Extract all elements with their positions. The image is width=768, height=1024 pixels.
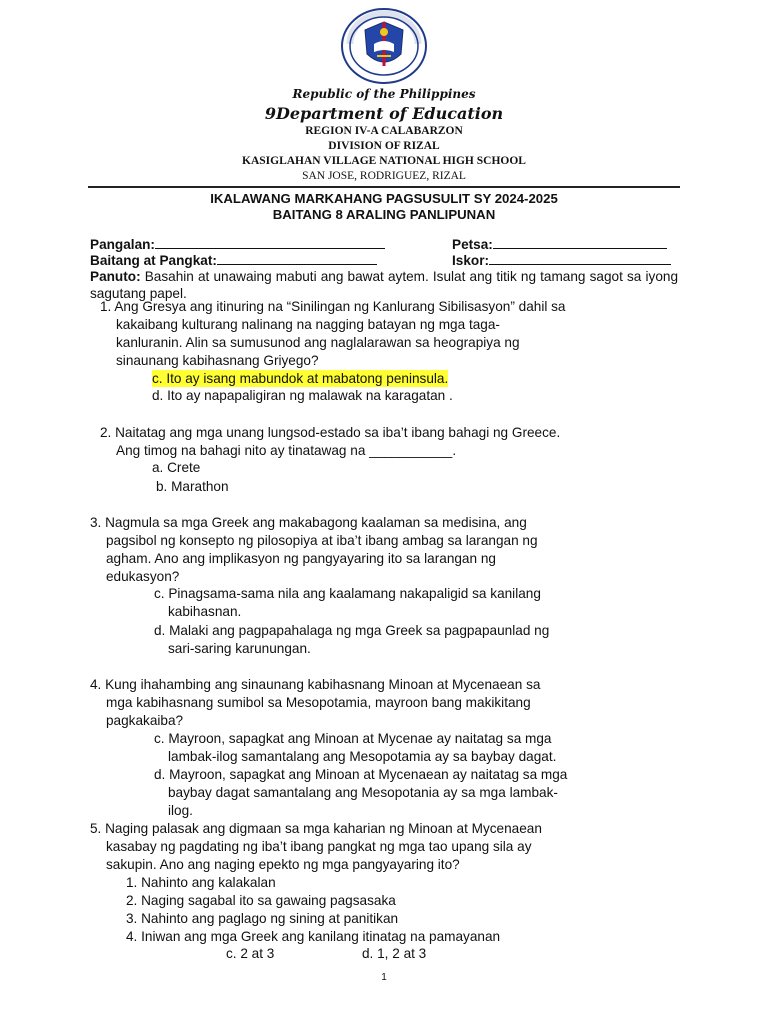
q3-choice-c-line-1: c. Pinagsama-sama nila ang kaalamang nakapaligid sa kanilang <box>154 586 541 601</box>
q2-choice-a: a. Crete <box>152 460 201 475</box>
q1-line-4: sinaunang kabihasnang Griyego? <box>116 353 319 368</box>
q4-choice-d-line-2: baybay dagat samantalang ang Mesopotania ay sa mga lambak- <box>168 785 558 800</box>
q5-item-2: 2. Naging sagabal ito sa gawaing pagsasaka <box>126 893 396 908</box>
exam-title: IKALAWANG MARKAHANG PAGSUSULIT SY 2024-2025 <box>210 191 558 206</box>
q4-line-2: mga kabihasnang sumibol sa Mesopotamia, mayroon bang makikitang <box>106 695 531 710</box>
region-heading: REGION IV-A CALABARZON <box>305 125 463 137</box>
q3-choice-d-line-1: d. Malaki ang pagpapahalaga ng mga Greek sa pagpapaunlad ng <box>154 623 550 638</box>
school-heading: KASIGLAHAN VILLAGE NATIONAL HIGH SCHOOL <box>242 155 526 167</box>
q5-item-4: 4. Iniwan ang mga Greek ang kanilang itinatag na pamayanan <box>126 929 501 944</box>
section-label: Baitang at Pangkat: <box>90 253 217 268</box>
q3-line-2: pagsibol ng konsepto ng pilosopiya at iba’t ibang ambag sa larangan ng <box>106 533 538 548</box>
deped-seal-logo <box>341 8 427 84</box>
q3-choice-d-line-2: sari-saring karunungan. <box>168 641 311 656</box>
q5-line-2: kasabay ng pagdating ng iba’t ibang pangkat ng mga tao upang sila ay <box>106 839 532 854</box>
division-heading: DIVISION OF RIZAL <box>328 140 440 152</box>
school-address: SAN JOSE, RODRIGUEZ, RIZAL <box>302 170 466 182</box>
q3-line-1: 3. Nagmula sa mga Greek ang makabagong kaalaman sa medisina, ang <box>90 515 527 530</box>
name-field <box>90 236 385 252</box>
q5-choice-d: d. 1, 2 at 3 <box>362 946 427 961</box>
q5-line-3: sakupin. Ano ang naging epekto ng mga pangyayaring ito? <box>106 857 460 872</box>
date-blank[interactable] <box>493 236 667 249</box>
score-label: Iskor: <box>452 253 490 268</box>
date-label: Petsa: <box>452 237 493 252</box>
header-divider <box>88 186 680 188</box>
q1-line-3: kanluranin. Alin sa sumusunod ang naglalarawan sa heograpiya ng <box>116 335 520 350</box>
date-field <box>452 236 667 252</box>
q2-choice-b: b. Marathon <box>156 479 229 494</box>
score-blank[interactable] <box>489 252 671 265</box>
q1-choice-d: d. Ito ay napapaligiran ng malawak na karagatan . <box>152 388 453 403</box>
instructions-label: Panuto: <box>90 269 141 284</box>
section-blank[interactable] <box>217 252 377 265</box>
section-field <box>90 252 377 268</box>
exam-subtitle: BAITANG 8 ARALING PANLIPUNAN <box>272 207 496 222</box>
q4-choice-d-line-1: d. Mayroon, sapagkat ang Minoan at Mycenaean ay naitatag sa mga <box>154 767 568 782</box>
q4-line-1: 4. Kung ihahambing ang sinaunang kabihasnang Minoan at Mycenaean sa <box>90 677 541 692</box>
page-number: 1 <box>381 972 387 983</box>
q4-choice-d-line-3: ilog. <box>168 803 193 818</box>
q3-line-4: edukasyon? <box>106 569 180 584</box>
q1-line-1: 1. Ang Gresya ang itinuring na “Sinilingan ng Kanlurang Sibilisasyon” dahil sa <box>100 299 566 314</box>
q5-choice-c: c. 2 at 3 <box>226 946 275 961</box>
name-label: Pangalan: <box>90 237 155 252</box>
q3-line-3: agham. Ano ang implikasyon ng pangyayaring ito sa larangan ng <box>106 551 496 566</box>
republic-heading: Republic of the Philippines <box>292 87 476 101</box>
instructions <box>90 268 678 302</box>
q5-line-1: 5. Naging palasak ang digmaan sa mga kaharian ng Minoan at Mycenaean <box>90 821 542 836</box>
q2-line-1: 2. Naitatag ang mga unang lungsod-estado sa iba’t ibang bahagi ng Greece. <box>100 425 561 440</box>
q5-item-1: 1. Nahinto ang kalakalan <box>126 875 276 890</box>
q2-line-2: Ang timog na bahagi nito ay tinatawag na ___________. <box>116 443 457 458</box>
q4-choice-c-line-1: c. Mayroon, sapagkat ang Minoan at Mycenae ay naitatag sa mga <box>154 731 552 746</box>
q1-line-2: kakaibang kulturang nalinang na nagging batayan ng mga taga- <box>116 317 500 332</box>
q5-item-3: 3. Nahinto ang paglago ng sining at panitikan <box>126 911 399 926</box>
instructions-text: Basahin at unawaing mabuti ang bawat aytem. Isulat ang titik ng tamang sagot sa iyong sagutang papel. <box>90 269 678 301</box>
q1-choice-c-highlighted: c. Ito ay isang mabundok at mabatong peninsula. <box>152 371 449 386</box>
score-field <box>452 252 671 268</box>
q3-choice-c-line-2: kabihasnan. <box>168 604 242 619</box>
q4-line-3: pagkakaiba? <box>106 713 184 728</box>
q4-choice-c-line-2: lambak-ilog samantalang ang Mesopotamia ay sa baybay dagat. <box>168 749 557 764</box>
name-blank[interactable] <box>155 236 385 249</box>
department-heading: 9Department of Education <box>264 104 504 123</box>
